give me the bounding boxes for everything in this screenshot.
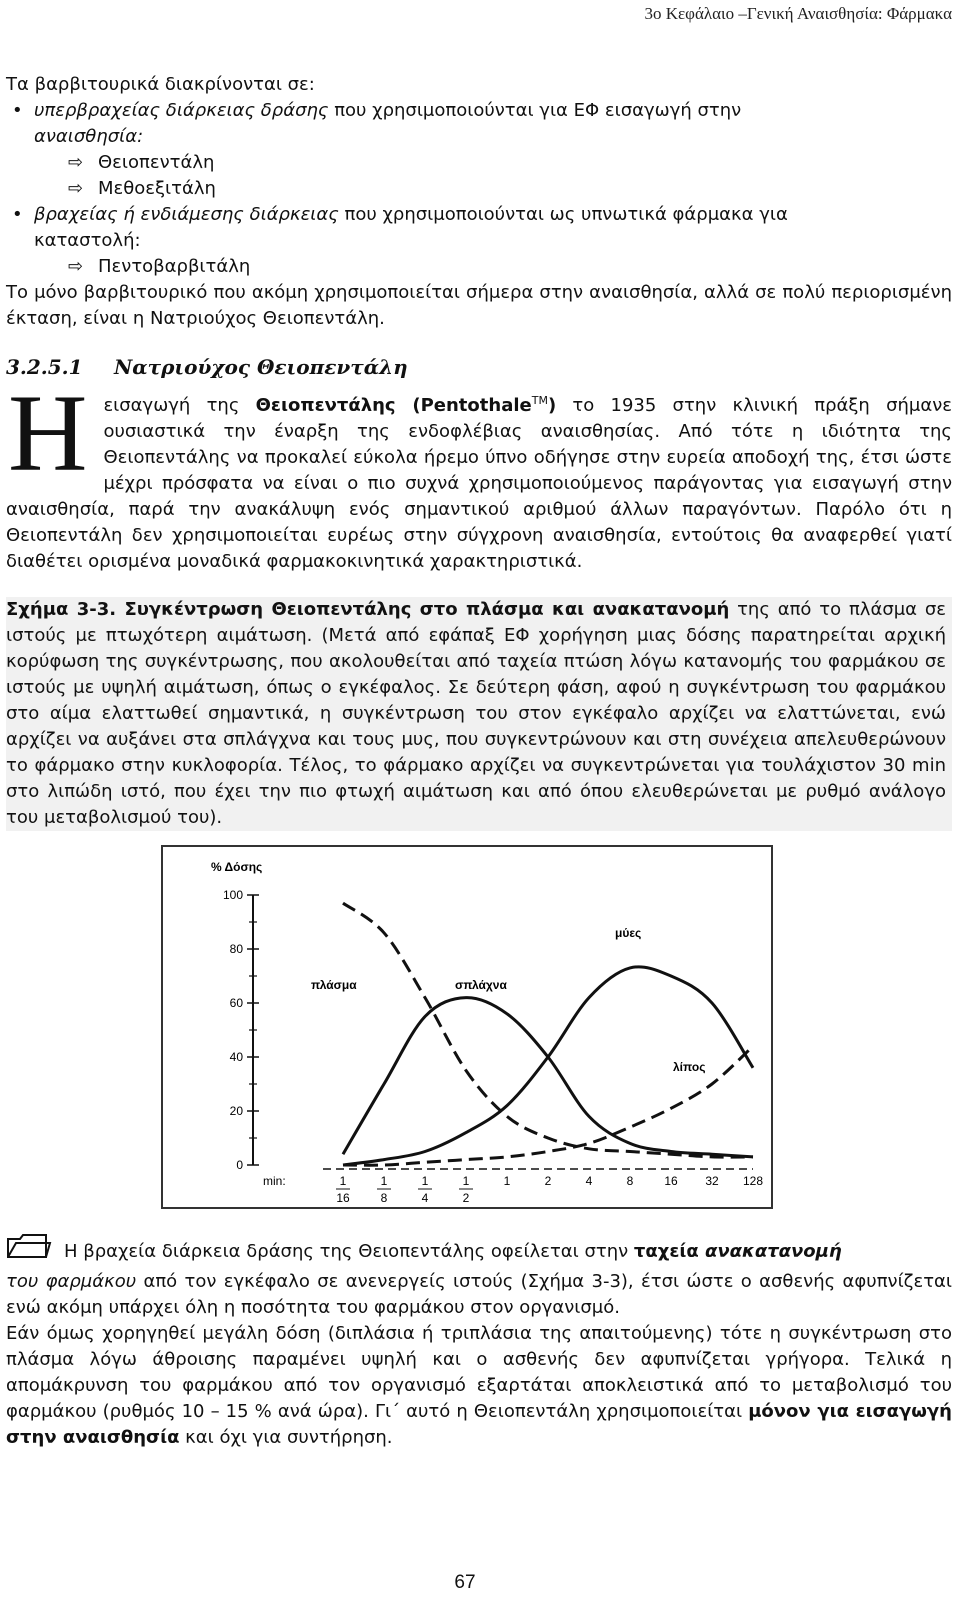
drug-name: Μεθοεξιτάλη xyxy=(98,178,216,199)
x-tick-denominator: 8 xyxy=(380,1191,388,1205)
para-text: εισαγωγή της xyxy=(103,395,256,416)
page-content xyxy=(6,72,952,1451)
y-tick-label: 60 xyxy=(229,996,243,1010)
x-tick-label: 1 xyxy=(339,1174,347,1188)
section-paragraph xyxy=(6,372,952,575)
series-label: σπλάχνα xyxy=(455,978,507,992)
pentothal-bold xyxy=(256,395,557,416)
figure-caption-text: της από το πλάσμα σε ιστούς με πτωχότερη αιμάτωση. (Μετά από εφάπαξ ΕΦ χορήγηση μιας δόσης παρατηρείται αρχική κορύφωση της συγκέντρωσης, που ακολουθείται από ταχεία πτώση λόγω κατανομής του φαρμάκου σε ιστούς με υψηλή αιμάτωση, όπως ο εγκέφαλος. Σε δεύτερη φάση, αφού η συγκέντρωση του φαρμάκου στο αίμα ελαττωθεί σημαντικά, η συγκέντρωση του στον εγκέφαλο αρχίζει να ελαττώνεται, ενώ αρχίζει να αυξάνει στα σπλάγχνα και τους μυς, που συγκεντρώνουν και στη συνέχεια απελευθερώνουν το φάρμακο στην κυκλοφορία. Τέλος, το φάρμακο αρχίζει να συγκεντρώνεται για τουλάχιστον 30 min στο λιπώδη ιστό, που έχει την πιο φτωχή αιμάτωση και από όπου ελευθερώνεται με ρυθμό ανάλογο του μεταβολισμού του). xyxy=(6,599,947,828)
x-tick-label: 1 xyxy=(421,1174,429,1188)
x-tick-label: 1 xyxy=(503,1174,511,1188)
x-tick-denominator: 2 xyxy=(462,1191,470,1205)
x-tick-label: 128 xyxy=(742,1174,764,1188)
series-line-0 xyxy=(343,903,753,1157)
x-tick-label: 1 xyxy=(462,1174,470,1188)
x-tick-denominator: 16 xyxy=(336,1191,350,1205)
intro-lead: Τα βαρβιτουρικά διακρίνονται σε: xyxy=(6,74,315,95)
running-header: 3ο Κεφάλαιο –Γενική Αναισθησία: Φάρμακα xyxy=(644,4,952,23)
note-text: από τον εγκέφαλο σε ανενεργείς ιστούς (Σχήμα 3-3), έτσι ώστε ο ασθενής αφυπνίζεται ενώ ακόμη υπάρχει όλη η ποσότητα του φαρμάκου στον οργανισμό. xyxy=(6,1271,952,1318)
bullet-short-cont: καταστολή: xyxy=(34,230,141,251)
note-text: Εάν όμως χορηγηθεί μεγάλη δόση (διπλάσια ή τριπλάσια της απαιτούμενης) τότε η συγκέντρωση στο πλάσμα λόγω άθροισης παραμένει υψηλή και ο ασθενής δεν αφυπνίζεται γρήγορα. Τελικά η απομάκρυνση του φαρμάκου από τον οργανισμό εξαρτάται αποκλειστικά από το μεταβολισμό του φαρμάκου (ρυθμός 10 – 15 % ανά ώρα). Γι΄ αυτό η Θειοπεντάλη χρησιμοποιείται xyxy=(6,1323,952,1422)
para-bold-end: ) xyxy=(547,395,557,416)
y-tick-label: 100 xyxy=(222,888,243,902)
folder-icon xyxy=(6,1233,52,1269)
bullet-ultrashort-cont: αναισθησία: xyxy=(34,126,144,147)
bullet-ultrashort-rest: που χρησιμοποιούνται για ΕΦ εισαγωγή στην xyxy=(328,100,742,121)
note-paragraph-1 xyxy=(6,1233,952,1321)
para-bold: Θειοπεντάλης (Pentothale xyxy=(255,395,532,416)
x-tick-label: 8 xyxy=(626,1174,634,1188)
y-tick-label: 80 xyxy=(229,942,243,956)
note-paragraph-2 xyxy=(6,1321,952,1451)
x-tick-label: 4 xyxy=(585,1174,593,1188)
x-tick-label: 16 xyxy=(664,1174,678,1188)
list-item xyxy=(6,254,952,280)
bullet-short-italic: βραχείας ή ενδιάμεσης διάρκειας xyxy=(34,204,339,225)
series-label: μύες xyxy=(615,926,642,940)
note-text: και όχι για συντήρηση. xyxy=(179,1427,393,1448)
series-label: πλάσμα xyxy=(311,978,357,992)
hollow-arrow-icon: ⇨ xyxy=(68,152,84,173)
x-tick-label: 2 xyxy=(544,1174,552,1188)
note-italic: του φαρμάκου xyxy=(6,1271,137,1292)
drug-name: Πεντοβαρβιτάλη xyxy=(98,256,251,277)
x-tick-denominator: 4 xyxy=(421,1191,429,1205)
series-line-1 xyxy=(343,998,753,1157)
section-number: 3.2.5.1 xyxy=(6,355,83,379)
bullet-short-rest: που χρησιμοποιούνται ως υπνωτικά φάρμακα για xyxy=(338,204,788,225)
note-bold: ταχεία xyxy=(633,1241,706,1262)
series-label: λίπος xyxy=(673,1060,706,1074)
list-item xyxy=(6,150,952,176)
bullet-ultrashort-italic: υπερβραχείας διάρκειας δράσης xyxy=(34,100,329,121)
section-body xyxy=(6,372,952,575)
para-text: το 1935 στην κλινική πράξη σήμανε ουσιαστικά την έναρξη της ενδοφλέβιας αναισθησίας. Από τότε η ιδιότητα της Θειοπεντάλης να προκαλεί εύκολα ήρεμο ύπνο οδήγησε στην ευρεία αποδοχή της, έτσι ώστε μέχρι πρόσφατα να είναι ο πιο συχνά χρησιμοποιούμενος παράγοντας για εισαγωγή στην αναισθησία, παρά την ανακάλυψη ενός σημαντικού αριθμού άλλων παραγόντων. Παρόλο ότι η Θειοπεντάλη δεν χρησιμοποιείται ευρέως στην σύγχρονη αναισθησία, εντούτοις θα αναφερθεί γιατί διαθέτει ορισμένα μοναδικά φαρμακοκινητικά χαρακτηριστικά. xyxy=(6,395,952,572)
y-tick-label: 40 xyxy=(229,1050,243,1064)
section-title: Νατριούχος Θειοπεντάλη xyxy=(114,355,408,379)
y-tick-label: 20 xyxy=(229,1104,243,1118)
note-bold: μόνον για εισαγωγή στην αναισθησία xyxy=(6,1401,952,1448)
section-heading xyxy=(6,352,952,382)
x-axis-label: min: xyxy=(263,1174,286,1188)
note-block xyxy=(6,1233,952,1451)
distribution-chart xyxy=(161,845,773,1209)
trademark: TM xyxy=(531,394,548,407)
figure-label: Σχήμα 3-3. xyxy=(6,599,117,620)
bullet-short xyxy=(6,202,952,254)
note-bold-italic: ανακατανομή xyxy=(705,1241,842,1262)
x-tick-label: 1 xyxy=(380,1174,388,1188)
bullet-ultrashort xyxy=(6,98,952,150)
page-number: 67 xyxy=(454,1572,476,1593)
figure-caption xyxy=(6,597,952,831)
note-text: Η βραχεία διάρκεια δράσης της Θειοπεντάλης οφείλεται στην xyxy=(64,1241,634,1262)
intro-closing: Το μόνο βαρβιτουρικό που ακόμη χρησιμοποιείται σήμερα στην αναισθησία, αλλά σε πολύ περιορισμένη έκταση, είναι η Νατριούχος Θειοπεντάλη. xyxy=(6,282,952,329)
drop-cap: Η xyxy=(8,372,88,494)
x-tick-label: 32 xyxy=(705,1174,719,1188)
y-axis-label: % Δόσης xyxy=(211,860,263,874)
chart-canvas xyxy=(163,847,771,1207)
hollow-arrow-icon: ⇨ xyxy=(68,178,84,199)
list-item xyxy=(6,176,952,202)
drug-name: Θειοπεντάλη xyxy=(98,152,215,173)
hollow-arrow-icon: ⇨ xyxy=(68,256,84,277)
y-tick-label: 0 xyxy=(236,1158,243,1172)
figure-title: Συγκέντρωση Θειοπεντάλης στο πλάσμα και ανακατανομή xyxy=(116,599,730,620)
